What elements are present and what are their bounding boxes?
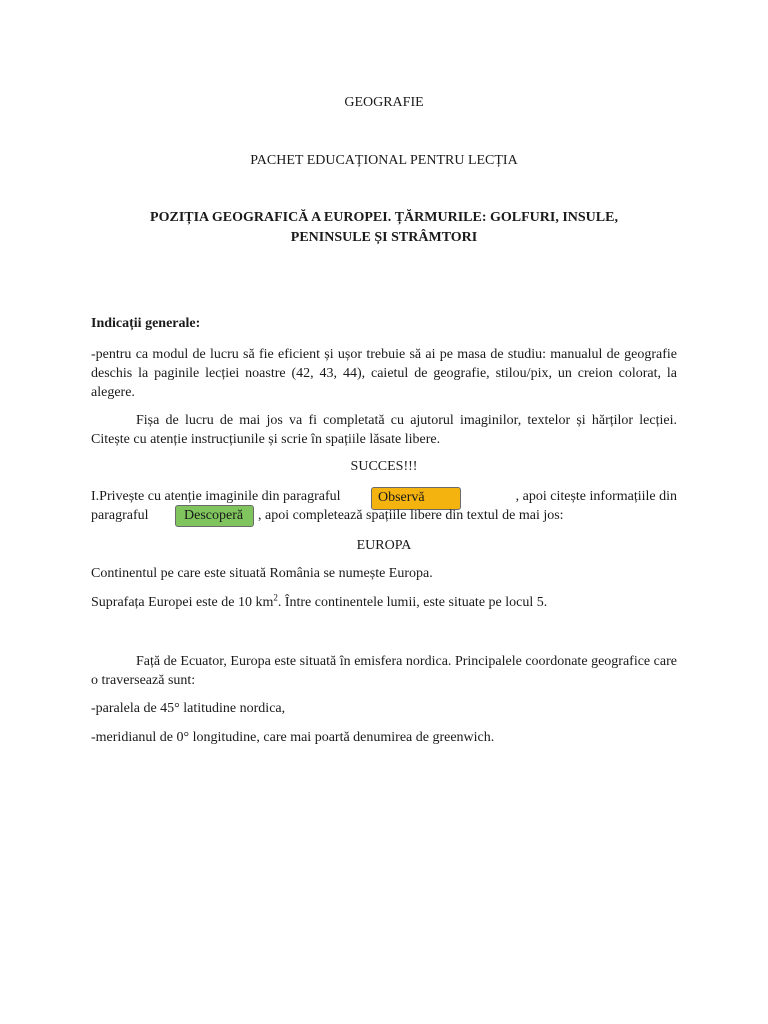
europa-line-2-superscript: 2 (273, 592, 278, 603)
instructions-paragraph-2: Fișa de lucru de mai jos va fi completată cu ajutorul imaginilor, textelor și hărților lecției. Citește cu atenție instrucțiunile și scrie în spațiile lăsate libere. (91, 413, 677, 447)
task-text-part1: I.Privește cu atenție imaginile din paragraful (91, 489, 341, 504)
observa-label-badge: Observă (371, 487, 461, 510)
descopera-label-badge: Descoperă (175, 505, 254, 527)
lesson-title-line2: PENINSULE ȘI STRÂMTORI (290, 230, 478, 245)
europa-line-2-end: . Între continentele lumii, este situate pe locul 5. (277, 595, 548, 610)
europa-line-2-start: Suprafața Europei este de 10 km (91, 595, 274, 610)
europa-line-5: -meridianul de 0° longitudine, care mai poartă denumirea de greenwich. (91, 730, 495, 745)
instructions-heading: Indicații generale: (91, 316, 201, 331)
lesson-title-line1: POZIȚIA GEOGRAFICĂ A EUROPEI. ȚĂRMURILE: GOLFURI, INSULE, (150, 210, 618, 225)
task-text-part3: paragraful (91, 508, 149, 523)
package-title: PACHET EDUCAȚIONAL PENTRU LECȚIA (250, 153, 518, 168)
europa-paragraph-3: Față de Ecuator, Europa este situată în emisfera nordica. Principalele coordonate geografice care o traversează sunt: (91, 654, 677, 688)
success-text: SUCCES!!! (350, 459, 418, 474)
europa-line-4: -paralela de 45° latitudine nordica, (91, 701, 286, 716)
task-text-part2: , apoi citește informațiile din (515, 489, 677, 504)
instructions-paragraph-1: -pentru ca modul de lucru să fie eficient și ușor trebuie să ai pe masa de studiu: manualul de geografie deschis la paginile lecției noastre (42, 43, 44), caietul de geografie, stilou/pix, un creion colorat, la alegere. (91, 347, 677, 400)
europa-line-1: Continentul pe care este situată România se numește Europa. (91, 566, 433, 581)
task-text-part4: , apoi completează spațiile libere din textul de mai jos: (258, 508, 564, 523)
europa-heading: EUROPA (356, 538, 412, 553)
subject-title: GEOGRAFIE (344, 95, 424, 110)
europa-line-2 (91, 592, 548, 611)
